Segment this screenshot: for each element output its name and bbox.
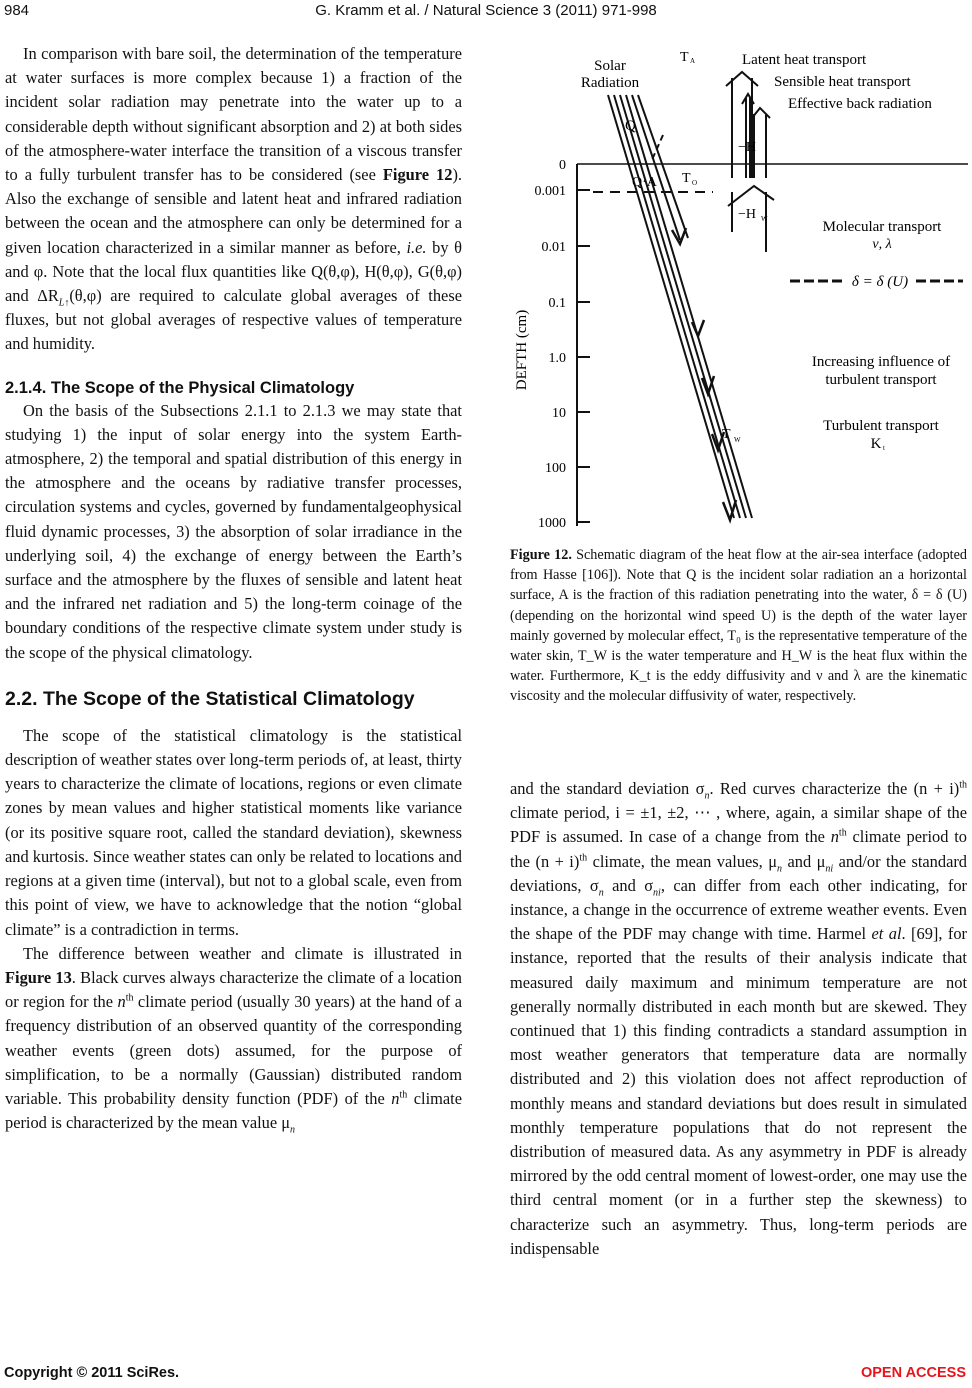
running-title: G. Kramm et al. / Natural Science 3 (2011) 971-998 [315, 2, 657, 19]
paragraph-water-surface: In comparison with bare soil, the determination of the temperature at water surfaces is more complex because 1) a fraction of the incident solar radiation may penetrate into the water up to a considerable depth without significant absorption and 2) at both sides of the atmosphere-water interface the transition of a viscous transfer to a fully turbulent transfer has to be considered (see Figure 12). Also the exchange of sensible and latent heat and infrared radiation between the ocean and the atmosphere can only be determined for a given location characterized in a similar manner as before, i.e. by θ and φ. Note that the local flux quantities like Q(θ,φ), H(θ,φ), G(θ,φ) and $\Delta R_{L↑}(\theta,\varphi)$ are required to calculate global averages of these fluxes, but not global averages of respective values of temperature and humidity. [5, 44, 463, 354]
label-kt: K [870, 436, 882, 452]
tick-label-0.1: 0.1 [548, 296, 566, 311]
tick-label-0.001: 0.001 [534, 184, 566, 199]
label-nu-lambda: ν, λ [872, 237, 892, 252]
tick-label-100: 100 [545, 461, 566, 476]
label-kt-sub: t [883, 444, 885, 452]
label-molecular-transport: Molecular transport [822, 219, 942, 235]
paragraph-pdf-change: and the standard deviation $\sigma_n$. Red curves characterize the $(n + i)^{th}$ climate period, i = ±1, ±2, ⋯ , where, again, a similar shape of the PDF is assumed. In case of a change from the $n^{th}$ climate period to the $(n + i)^{th}$ climate, the mean values, $\mu_n$ and $\mu_{ni}$ and/or the standard deviations, $\sigma_n$ and $\sigma_{ni}$, can differ from each other indicating, for instance, a change in the occurrence of extreme weather events. Even the shape of the PDF may change with time. Harmel et al. [69], for instance, reported that the results of their analysis indicate that measured daily maximum and minimum temperature are not generally normally distributed in each month but are skewed. They continued that 1) this finding contradicts a standard assumption in most weather generators that temperature data are normally distributed and 2) this violation does not affect reproduction of monthly means and standard deviations but does result in simulated monthly temperature populations that do not represent the distribution of measured data. As any asymmetry in PDF is already mirrored by the odd central moment of lowest-order, one may use the third central moment (or in a further step the skewness) to characterize such an asymmetry. Thus, long-term periods are indispensable [510, 779, 967, 1258]
label-turbulent-transport-2: turbulent transport [825, 372, 937, 388]
figure-12-caption [510, 545, 967, 707]
copyright-notice: Copyright © 2011 SciRes. [4, 1365, 180, 1381]
paragraph-weather-vs-climate: The difference between weather and climate is illustrated in Figure 13. Black curves always characterize the climate of a location or region for the $n^{th}$ climate period (usually 30 years) at the hand of a frequency distribution of an observed quantity of the corresponding weather events (green dots) assumed, for the purpose of simplification, to be a normally (Gaussian) distributed random variable. This probability density function (PDF) of the $n^{th}$ climate period is characterized by the mean value $\mu_n$ [5, 943, 462, 1136]
label-tw-sub: W [734, 436, 741, 444]
label-ta: T [680, 50, 689, 65]
tick-label-0: 0 [559, 158, 566, 173]
label-qa: Q·A [632, 175, 657, 190]
label-tw: T [722, 427, 731, 442]
caption-text: Schematic diagram of the heat flow at the air-sea interface (adopted from Hasse [106]). Note that Q is the incident solar radiation an a horizontal surface, A is the fraction of this radiation penetrating into the water, δ = δ (U) (depending on the horizontal wind speed U) is the depth of the water layer mainly governed by molecular effect, T₀ is the representative temperature of the water skin, T_W is the water temperature and H_W is the heat flux within the water. Furthermore, K_t is the eddy diffusivity and ν and λ are the kinematic viscosity and the molecular diffusivity of water, respectively. [510, 547, 967, 705]
label-latent-heat: Latent heat transport [742, 52, 867, 68]
label-turbulent-transport: Turbulent transport [823, 418, 939, 434]
tick-label-1.0: 1.0 [548, 351, 566, 366]
section-heading-2-2: 2.2. The Scope of the Statistical Climatology [5, 687, 415, 710]
figure-12-diagram [508, 40, 968, 540]
open-access-label: OPEN ACCESS [860, 1365, 966, 1381]
page-header [0, 2, 972, 22]
label-q: Q [625, 118, 636, 134]
label-radiation: Radiation [580, 75, 640, 91]
label-hw-sub: W [761, 215, 768, 223]
label-increasing-influence: Increasing influence of [811, 354, 951, 370]
paragraph-physical-climatology: On the basis of the Subsections 2.1.1 to 2.1.3 we may state that studying 1) the input of solar energy into the system Earth-atmosphere, 2) the temporal and spatial distribution of this energy in the atmosphere and the oceans by radiative transfer processes, circulation systems and cycles, governed by fundamentalgeophysical fluid dynamic processes, 3) the absorption of solar irradiance in the underlying soil, 4) the exchange of energy between the Earth’s surface and the atmosphere by the fluxes of sensible and latent heat and the infrared net radiation and 5) the long-term coinage of the boundary conditions of the respective climate system under study is the scope of the physical climatology. [5, 400, 462, 662]
tick-label-10: 10 [552, 406, 566, 421]
solar-radiation-beams [608, 95, 752, 518]
label-to: T [682, 171, 691, 186]
label-solar: Solar [594, 58, 626, 74]
figure-13-reference[interactable]: Figure 13 [5, 967, 72, 987]
depth-axis-label: DEFTH (cm) [514, 309, 530, 391]
caption-label: Figure 12. [510, 547, 572, 563]
figure-12-reference[interactable]: Figure 12 [382, 165, 453, 185]
tick-label-0.01: 0.01 [541, 240, 566, 255]
paragraph-statistical-climatology: The scope of the statistical climatology is the statistical description of weather states over long-term periods of, at least, thirty years to characterize the climate of locations, regions or even climate zones by mean values and higher statistical moments like variance (or its positive square root, called the standard deviation), skewness and kurtosis. Since weather states can only be related to locations and regions at a given time (interval), but not to a global scale, even from this point of view, we have to acknowledge that the notion “global climate” is a contradiction in terms. [5, 725, 462, 939]
label-minus-h: −H [738, 140, 757, 155]
section-heading-2-1-4: 2.1.4. The Scope of the Physical Climatology [5, 378, 355, 397]
label-hw: −H [738, 207, 757, 222]
right-column-text [510, 777, 967, 1261]
heat-flow-schematic [508, 40, 968, 540]
label-to-sub: O [692, 179, 698, 187]
label-sensible-heat: Sensible heat transport [774, 74, 911, 90]
left-column [5, 42, 462, 1135]
label-ta-sub: A [690, 57, 696, 65]
label-effective-back-radiation: Effective back radiation [788, 96, 932, 112]
tick-label-1000: 1000 [538, 516, 566, 531]
atmospheric-heat-flux-arrows [726, 72, 770, 178]
page-number: 984 [4, 2, 30, 19]
label-delta: δ = δ (U) [851, 274, 909, 290]
